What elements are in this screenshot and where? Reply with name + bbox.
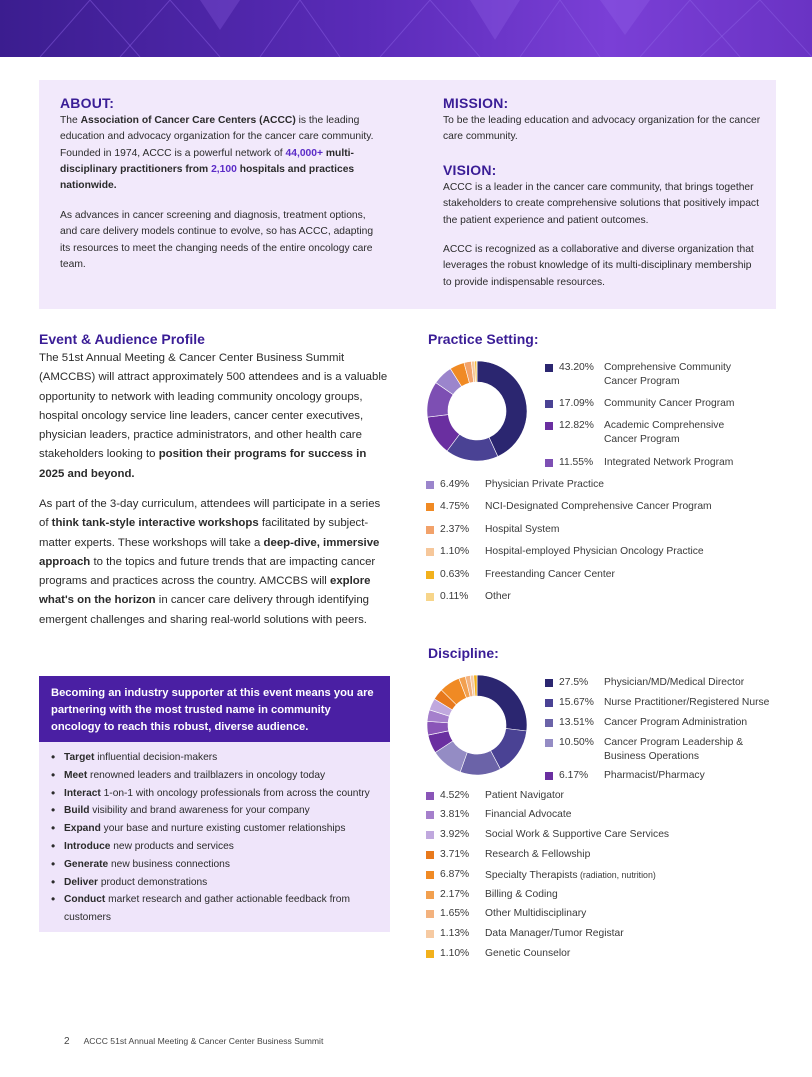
practice-setting-legend-label: Hospital System	[485, 524, 560, 535]
practice-setting-legend-value: 0.63%	[440, 569, 470, 580]
discipline-slice-0	[477, 675, 527, 731]
benefit-item: • Introduce new products and services	[50, 838, 385, 856]
practice-setting-legend-item	[545, 361, 745, 389]
practice-setting-legend-item	[545, 456, 733, 470]
vision-paragraph-1: ACCC is a leader in the cancer care community, that brings together stakeholders to create comprehensive solutions that positively impact the patient experience and patient outcomes.	[443, 182, 759, 226]
discipline-legend-value: 10.50%	[559, 737, 594, 748]
benefit-item: • Interact 1-on-1 with oncology professionals from across the country	[50, 785, 385, 803]
discipline-legend-value: 6.17%	[559, 770, 589, 781]
practice-setting-legend-value: 1.10%	[440, 546, 470, 557]
discipline-legend-label: Research & Fellowship	[485, 849, 591, 860]
banner-pattern	[0, 0, 812, 57]
discipline-legend-value: 13.51%	[559, 717, 594, 728]
discipline-legend-value: 3.71%	[440, 849, 470, 860]
discipline-legend-label: Cancer Program Leadership & Business Operations	[604, 737, 744, 762]
accc-name: Association of Cancer Care Centers (ACCC)	[80, 115, 296, 126]
discipline-legend-value: 6.87%	[440, 869, 470, 880]
discipline-legend-value: 27.5%	[559, 677, 589, 688]
event-heading: Event & Audience Profile	[39, 331, 205, 347]
discipline-legend-label: Pharmacist/Pharmacy	[604, 770, 705, 781]
hospital-count: 2,100	[211, 163, 237, 175]
discipline-legend-label: Patient Navigator	[485, 790, 564, 801]
practice-setting-legend-value: 0.11%	[440, 591, 469, 602]
practice-setting-legend-item	[426, 545, 704, 559]
discipline-legend-value: 1.10%	[440, 948, 470, 959]
practice-setting-legend-value: 12.82%	[559, 420, 594, 431]
discipline-legend-item	[426, 789, 564, 803]
practice-setting-legend-label: Other	[485, 591, 511, 602]
discipline-legend-label: Data Manager/Tumor Registar	[485, 928, 624, 939]
about-heading: ABOUT:	[60, 95, 115, 111]
practice-setting-legend-swatch	[426, 481, 434, 489]
mission-heading: MISSION:	[443, 95, 509, 111]
discipline-legend-item	[545, 769, 705, 783]
vision-paragraph-2: ACCC is recognized as a collaborative and diverse organization that leverages the robust knowledge of its multi-disciplinary membership to provide indispensable resources.	[443, 244, 754, 288]
practice-setting-legend-label: Physician Private Practice	[485, 479, 605, 490]
discipline-legend-label: Other Multidisciplinary	[485, 908, 587, 919]
discipline-legend-swatch	[545, 699, 553, 707]
benefit-item: • Conduct market research and gather actionable feedback from customers	[50, 891, 385, 927]
practice-setting-legend-label: Integrated Network Program	[604, 457, 734, 468]
discipline-legend-item	[426, 828, 669, 842]
practice-setting-legend-value: 2.37%	[440, 524, 470, 535]
page-number: 2	[64, 1036, 70, 1047]
discipline-title: Discipline:	[428, 645, 499, 661]
discipline-legend-value: 3.92%	[440, 829, 470, 840]
discipline-legend-item	[545, 696, 769, 710]
discipline-legend-item	[426, 808, 571, 822]
benefit-item: • Generate new business connections	[50, 856, 385, 874]
event-paragraph-1: The 51st Annual Meeting & Cancer Center Business Summit (AMCCBS) will attract approximately 500 attendees and is a valuable opportunity to network with leading community oncology groups, hospital oncology service line leaders, cancer center executives, physician leaders, practice administrators, and other health care stakeholders looking to position their programs for success in 2025 and beyond.	[39, 352, 388, 480]
practice-setting-legend-swatch	[426, 503, 434, 511]
discipline-legend-swatch	[545, 739, 553, 747]
practice-setting-legend-swatch	[426, 526, 434, 534]
practice-setting-legend-label: Academic Comprehensive Cancer Program	[604, 420, 725, 445]
practice-setting-legend-swatch	[545, 400, 553, 408]
discipline-legend-label: Genetic Counselor	[485, 948, 571, 959]
discipline-legend-item	[545, 736, 760, 764]
practice-setting-legend-item	[426, 568, 615, 582]
discipline-legend-swatch	[545, 679, 553, 687]
practice-setting-legend-item	[426, 500, 712, 514]
practice-setting-legend-value: 11.55%	[559, 457, 594, 468]
discipline-legend-item	[426, 848, 590, 862]
footer-text: ACCC 51st Annual Meeting & Cancer Center Business Summit	[83, 1036, 324, 1046]
discipline-legend-label: Physician/MD/Medical Director	[604, 677, 745, 688]
discipline-legend-swatch	[426, 792, 434, 800]
practice-setting-legend-item	[545, 419, 745, 447]
discipline-legend-item	[426, 888, 558, 902]
discipline-legend-item	[545, 676, 744, 690]
discipline-legend-label: Specialty Therapists (radiation, nutrition)	[485, 870, 656, 881]
practice-setting-legend-item	[545, 397, 734, 411]
discipline-legend-swatch	[545, 719, 553, 727]
practice-setting-legend-value: 4.75%	[440, 501, 470, 512]
about-paragraph-2: As advances in cancer screening and diagnosis, treatment options, and care delivery models continue to evolve, so has ACCC, adapting its resources to meet the changing needs of the entire oncology care team.	[60, 210, 374, 270]
benefit-item: • Meet renowned leaders and trailblazers in oncology today	[50, 767, 385, 785]
discipline-legend-item	[426, 907, 586, 921]
discipline-legend-item	[545, 716, 747, 730]
supporter-heading: Becoming an industry supporter at this event means you are partnering with the most trusted name in community oncology to reach this robust, diverse audience.	[39, 676, 390, 742]
practice-setting-legend-label: NCI-Designated Comprehensive Cancer Program	[485, 501, 712, 512]
benefit-item: • Build visibility and brand awareness for your company	[50, 802, 385, 820]
page-footer	[64, 1036, 323, 1047]
discipline-legend-item	[426, 868, 656, 883]
vision-heading: VISION:	[443, 162, 497, 178]
practice-setting-legend-value: 43.20%	[559, 362, 594, 373]
supporter-benefits-list	[50, 749, 385, 927]
practice-setting-legend-label: Freestanding Cancer Center	[485, 569, 615, 580]
practice-setting-legend-item	[426, 478, 604, 492]
discipline-legend-item	[426, 947, 570, 961]
practice-setting-legend-item	[426, 590, 511, 604]
discipline-legend-swatch	[426, 910, 434, 918]
practice-setting-donut-chart	[426, 360, 528, 462]
discipline-legend-value: 3.81%	[440, 809, 470, 820]
discipline-legend-note: (radiation, nutrition)	[577, 870, 656, 880]
event-paragraph-2: As part of the 3-day curriculum, attendees will participate in a series of think tank-style interactive workshops facilitated by subject-matter experts. These workshops will take a deep-dive, immersive approach to the topics and future trends that are impacting cancer programs and practices across the country. AMCCBS will explore what's on the horizon in cancer care delivery through identifying emergent challenges and sharing real-world solutions with peers.	[39, 498, 381, 626]
practice-setting-legend-label: Hospital-employed Physician Oncology Practice	[485, 546, 704, 557]
discipline-legend-label: Nurse Practitioner/Registered Nurse	[604, 697, 770, 708]
discipline-legend-swatch	[545, 772, 553, 780]
practice-setting-legend-swatch	[545, 364, 553, 372]
benefit-item: • Target influential decision-makers	[50, 749, 385, 767]
discipline-legend-item	[426, 927, 624, 941]
discipline-legend-label: Social Work & Supportive Care Services	[485, 829, 670, 840]
practice-setting-title: Practice Setting:	[428, 331, 539, 347]
practice-setting-legend-swatch	[545, 459, 553, 467]
practice-setting-legend-label: Community Cancer Program	[604, 398, 735, 409]
practice-setting-legend-label: Comprehensive Community Cancer Program	[604, 362, 732, 387]
practice-setting-legend-value: 17.09%	[559, 398, 594, 409]
benefit-item: • Deliver product demonstrations	[50, 874, 385, 892]
about-paragraph-1: The Association of Cancer Care Centers (ACCC) is the leading education and advocacy organization for the cancer care community. Founded in 1974, ACCC is a powerful network of 44,000+ multi-disciplinary practitioners from 2,100 hospitals and practices nationwide.	[60, 115, 374, 192]
discipline-legend-value: 4.52%	[440, 790, 470, 801]
discipline-legend-label: Cancer Program Administration	[604, 717, 748, 728]
discipline-legend-swatch	[426, 930, 434, 938]
discipline-legend-value: 1.13%	[440, 928, 470, 939]
discipline-legend-swatch	[426, 831, 434, 839]
mission-text: To be the leading education and advocacy organization for the cancer care community.	[443, 115, 761, 143]
benefit-item: • Expand your base and nurture existing customer relationships	[50, 820, 385, 838]
practice-setting-legend-item	[426, 523, 559, 537]
discipline-legend-swatch	[426, 950, 434, 958]
discipline-donut-chart	[426, 674, 528, 776]
practice-setting-legend-value: 6.49%	[440, 479, 470, 490]
discipline-legend-label: Financial Advocate	[485, 809, 572, 820]
discipline-legend-swatch	[426, 851, 434, 859]
discipline-legend-value: 2.17%	[440, 889, 470, 900]
discipline-legend-swatch	[426, 891, 434, 899]
practice-setting-legend-swatch	[426, 571, 434, 579]
discipline-legend-value: 1.65%	[440, 908, 470, 919]
discipline-legend-label: Billing & Coding	[485, 889, 558, 900]
practice-setting-legend-swatch	[426, 593, 434, 601]
practice-setting-legend-swatch	[545, 422, 553, 430]
header-banner	[0, 0, 812, 57]
practice-setting-legend-swatch	[426, 548, 434, 556]
discipline-legend-swatch	[426, 811, 434, 819]
discipline-legend-swatch	[426, 871, 434, 879]
practitioner-count: 44,000+	[285, 147, 324, 159]
discipline-legend-value: 15.67%	[559, 697, 594, 708]
